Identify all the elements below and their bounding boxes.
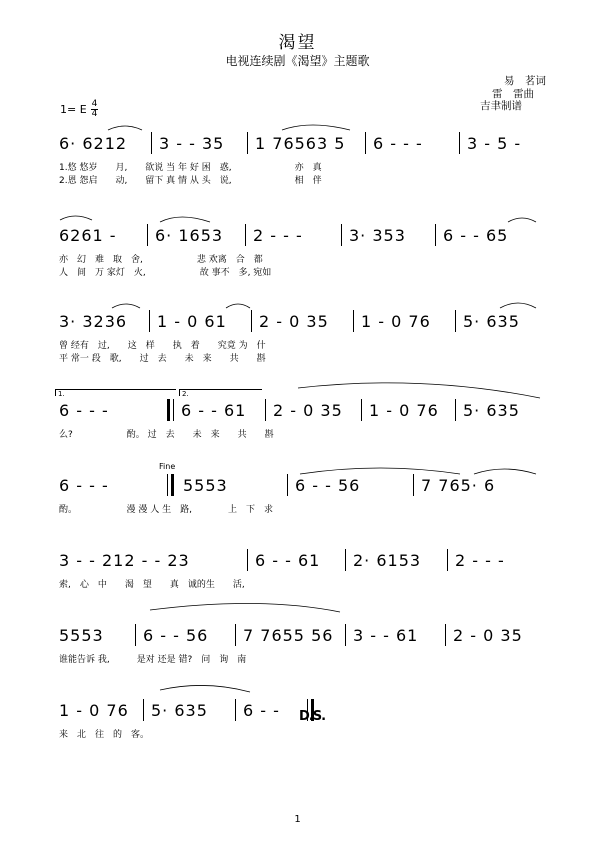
song-title: 渴望	[278, 33, 317, 53]
score-system-8	[55, 695, 545, 740]
measure: 3 - - 35	[159, 134, 225, 153]
time-top: 4	[91, 99, 98, 109]
measure: 6 - - -	[373, 134, 423, 153]
measure: 1 - 0 61	[157, 312, 227, 331]
lyrics-verse-2: 人 间 万 家灯 火, 故 事不 多, 宛如	[59, 268, 272, 278]
staff-line	[55, 306, 545, 338]
score-system-7	[55, 620, 545, 665]
measure: 5553	[59, 626, 104, 645]
measure: 6 - - 56	[295, 476, 361, 495]
lyrics-verse-1: 索, 心 中 渴 望 真 诚的生 活,	[59, 580, 245, 590]
lyrics-verse-1: 么? 酌。 过 去 未 来 共 斟	[59, 430, 274, 440]
staff-line	[55, 470, 545, 502]
measure: 5· 635	[151, 701, 208, 720]
second-ending: 2.	[179, 389, 262, 396]
staff-line	[55, 220, 545, 252]
lyrics-verse-1: 曾 经有 过, 这 样 执 着 究竟 为 什	[59, 341, 266, 351]
arranger-credit: 吉聿制谱	[480, 100, 522, 112]
measure: 6· 1653	[155, 226, 224, 245]
measure: 6 - - 61	[255, 551, 321, 570]
staff-line	[55, 395, 545, 427]
measure: 7 7655 56	[243, 626, 334, 645]
measure: 5· 635	[463, 312, 520, 331]
lyrics-verse-1: 谁能告诉 我, 是对 还是 错? 问 询 南	[59, 655, 247, 665]
time-bottom: 4	[91, 109, 98, 119]
staff-line	[55, 128, 545, 160]
score-system-1	[55, 128, 545, 186]
measure: 6 - - 56	[143, 626, 209, 645]
lyricist-credit: 易 茗词	[504, 75, 546, 87]
fine-marking: Fine	[159, 462, 176, 471]
lyrics-verse-1: 1.悠 悠岁 月, 欲说 当 年 好 困 惑, 亦 真	[59, 163, 322, 173]
key-label: 1= E	[60, 103, 87, 116]
time-signature	[91, 100, 99, 119]
measure: 3 - - 61	[353, 626, 419, 645]
measure: 6 - -	[243, 701, 280, 720]
measure: 6 - - 61	[181, 401, 247, 420]
lyrics-verse-1: 亦 幻 难 取 舍, 悲 欢离 合 都	[59, 255, 263, 265]
song-subtitle: 电视连续剧《渴望》主题歌	[225, 54, 370, 68]
measure: 3· 353	[349, 226, 406, 245]
measure: 2 - 0 35	[259, 312, 329, 331]
measure: 2 - - -	[253, 226, 303, 245]
measure: 1 - 0 76	[361, 312, 431, 331]
measure: 2 - - -	[455, 551, 505, 570]
measure: 2· 6153	[353, 551, 422, 570]
measure: 6 - - -	[59, 401, 109, 420]
measure: 7 765· 6	[421, 476, 496, 495]
measure: 2 - 0 35	[453, 626, 523, 645]
staff-line	[55, 695, 545, 727]
measure: 6 - - 65	[443, 226, 509, 245]
measure: 1 - 0 76	[59, 701, 129, 720]
score-system-5	[55, 462, 545, 515]
lyrics-verse-1: 酌。 漫 漫 人 生 路, 上 下 求	[59, 505, 273, 515]
score-system-3	[55, 306, 545, 364]
staff-line	[55, 545, 545, 577]
credits	[480, 75, 546, 113]
first-ending: 1.	[55, 389, 176, 396]
measure: 6 - - -	[59, 476, 109, 495]
measure: 1 76563 5	[255, 134, 346, 153]
measure: 1 - 0 76	[369, 401, 439, 420]
measure: 5· 635	[463, 401, 520, 420]
lyrics-verse-1: 来 北 往 的 客。	[59, 730, 150, 740]
score-system-6	[55, 545, 545, 590]
ds-marking: D.S.	[299, 709, 326, 724]
slur	[150, 603, 340, 612]
measure: 5553	[183, 476, 228, 495]
measure: 6· 6212	[59, 134, 128, 153]
measure: 3 - 5 -	[467, 134, 522, 153]
lyrics-verse-2: 2.恩 怨启 动, 留下 真 情 从 头 说, 相 伴	[59, 176, 322, 186]
lyrics-verse-2: 平 常一 段 歌, 过 去 未 来 共 斟	[59, 354, 266, 364]
measure: 3 - - 212 - - 23	[59, 551, 190, 570]
key-signature	[60, 100, 98, 119]
measure: 2 - 0 35	[273, 401, 343, 420]
staff-line	[55, 620, 545, 652]
slur	[160, 685, 250, 692]
measure: 3· 3236	[59, 312, 128, 331]
page-number: 1	[294, 814, 301, 825]
measure: 6261 -	[59, 226, 117, 245]
composer-credit: 雷 雷曲	[492, 87, 534, 100]
score-system-4	[55, 390, 545, 440]
score-system-2	[55, 220, 545, 278]
